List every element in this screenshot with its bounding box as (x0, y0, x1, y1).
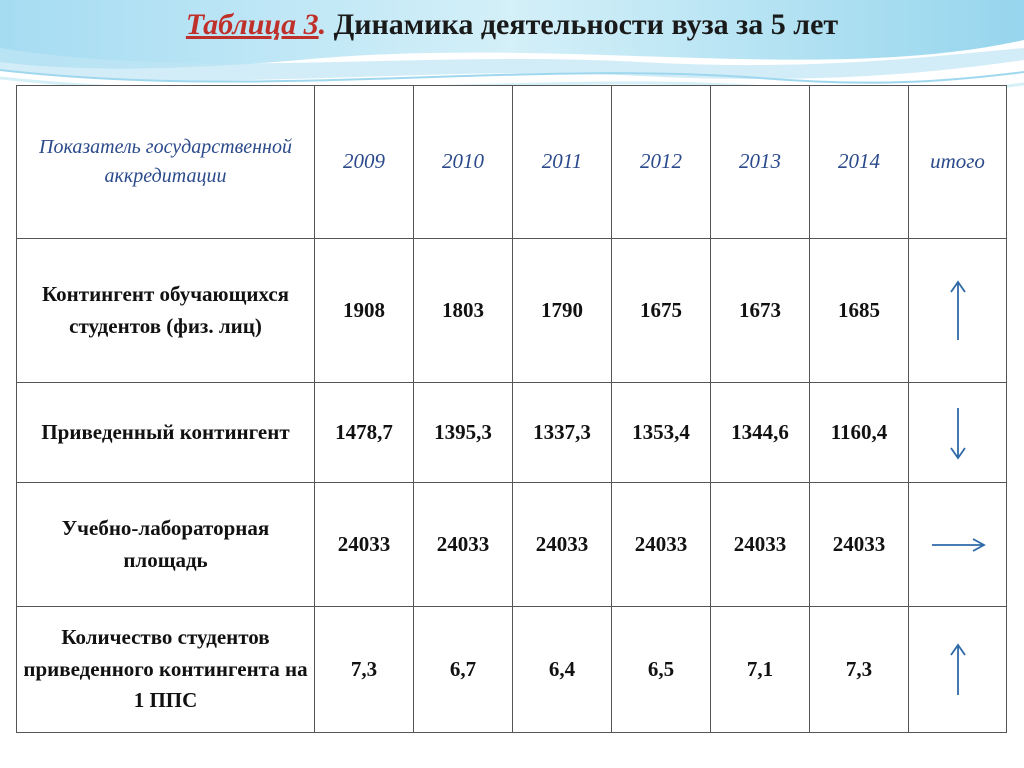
arrow-down-icon (948, 406, 968, 460)
table-cell: 1395,3 (414, 383, 513, 483)
table-cell: 24033 (414, 483, 513, 607)
header-year: 2013 (711, 86, 810, 239)
table-cell: 1908 (315, 239, 414, 383)
table-cell: 7,1 (711, 607, 810, 733)
table-cell: 7,3 (810, 607, 909, 733)
row-label: Учебно-лабораторная площадь (17, 483, 315, 607)
table-row (17, 239, 1007, 383)
table-row (17, 383, 1007, 483)
table-cell: 1803 (414, 239, 513, 383)
table-cell: 1790 (513, 239, 612, 383)
title-text: Динамика деятельности вуза за 5 лет (326, 8, 839, 41)
table-cell: 1160,4 (810, 383, 909, 483)
table-cell: 6,5 (612, 607, 711, 733)
header-year: 2009 (315, 86, 414, 239)
table-cell: 1344,6 (711, 383, 810, 483)
header-total: итого (909, 86, 1007, 239)
trend-cell (909, 239, 1007, 383)
table-cell: 1675 (612, 239, 711, 383)
header-year: 2011 (513, 86, 612, 239)
header-indicator: Показатель государственной аккредитации (17, 86, 315, 239)
trend-cell (909, 383, 1007, 483)
table-row (17, 607, 1007, 733)
arrow-right-icon (930, 537, 986, 553)
arrow-up-icon (948, 280, 968, 342)
header-year: 2010 (414, 86, 513, 239)
table-cell: 6,7 (414, 607, 513, 733)
header-year: 2012 (612, 86, 711, 239)
table-cell: 1337,3 (513, 383, 612, 483)
trend-cell (909, 483, 1007, 607)
table-header-row (17, 86, 1007, 239)
table-cell: 6,4 (513, 607, 612, 733)
table-cell: 24033 (711, 483, 810, 607)
table-cell: 24033 (810, 483, 909, 607)
table-row (17, 483, 1007, 607)
table-cell: 7,3 (315, 607, 414, 733)
header-year: 2014 (810, 86, 909, 239)
table-cell: 1685 (810, 239, 909, 383)
table-cell: 24033 (612, 483, 711, 607)
table-cell: 1478,7 (315, 383, 414, 483)
data-table (16, 85, 1007, 733)
row-label: Контингент обучающихся студентов (физ. лиц) (17, 239, 315, 383)
table-cell: 24033 (315, 483, 414, 607)
title-label: Таблица 3 (185, 8, 319, 41)
trend-cell (909, 607, 1007, 733)
page-title (0, 8, 1024, 42)
row-label: Приведенный контингент (17, 383, 315, 483)
table-cell: 1353,4 (612, 383, 711, 483)
title-dot: . (318, 8, 327, 41)
table-cell: 24033 (513, 483, 612, 607)
row-label: Количество студентов приведенного контингента на 1 ППС (17, 607, 315, 733)
arrow-up-icon (948, 643, 968, 697)
table-cell: 1673 (711, 239, 810, 383)
